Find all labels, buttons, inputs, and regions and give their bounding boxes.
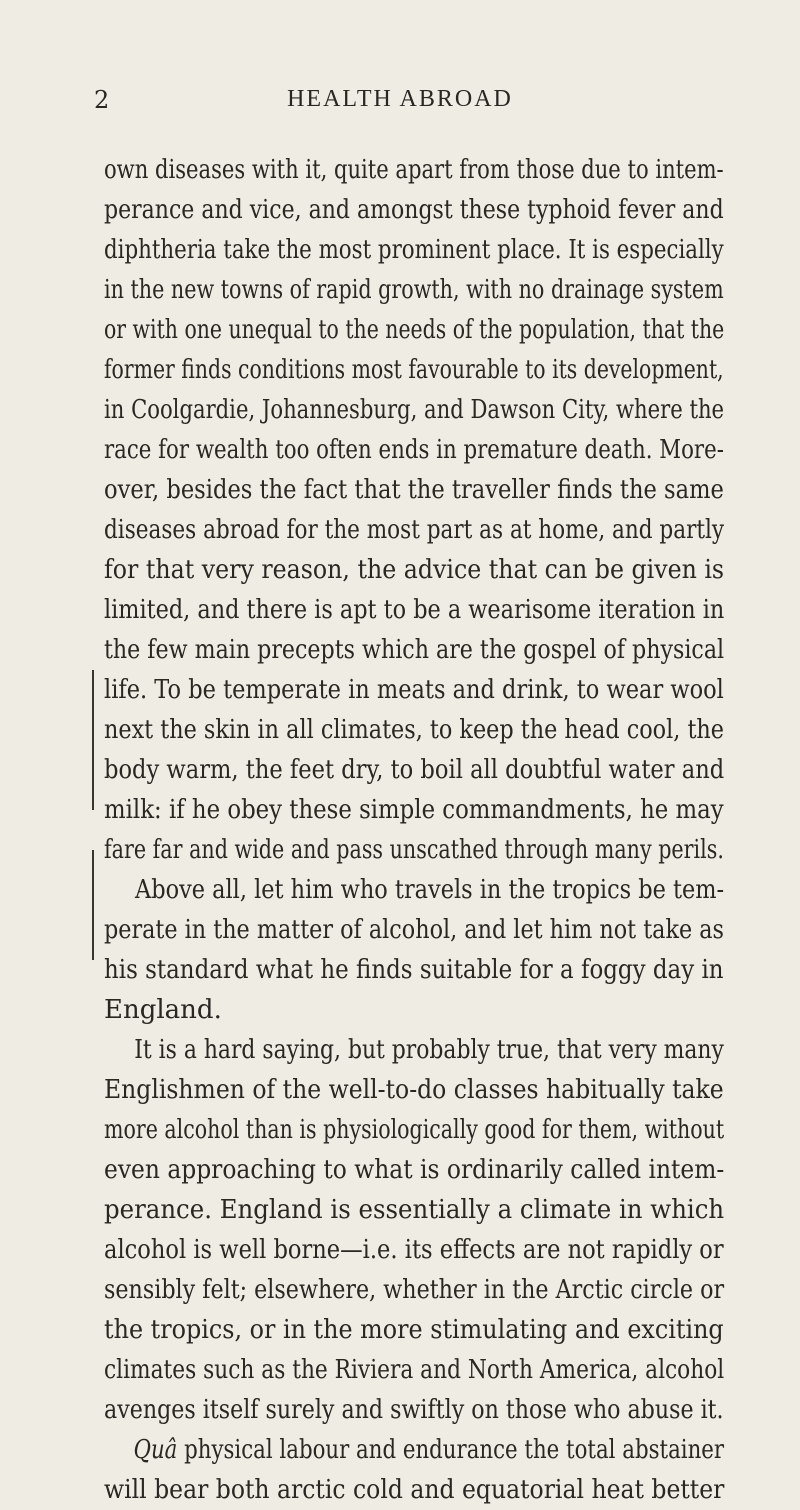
text-line: will bear both arctic cold and equatorial heat better — [104, 1475, 725, 1505]
text-line: sensibly felt; elsewhere, whether in the Arctic circle or — [104, 1275, 725, 1305]
text-line: in Coolgardie, Johannesburg, and Dawson City, where the — [104, 395, 725, 425]
text-line: climates such as the Riviera and North America, alcohol — [104, 1355, 725, 1385]
text-line: limited, and there is apt to be a wearisome iteration in — [104, 595, 725, 625]
text-line: his standard what he finds suitable for a foggy day in — [104, 955, 724, 985]
margin-rule-upper — [92, 670, 94, 810]
text-line: Englishmen of the well-to-do classes habitually take — [104, 1075, 724, 1105]
text-line: milk: if he obey these simple commandments, he may — [104, 795, 724, 825]
text-line: diseases abroad for the most part as at home, and partly — [104, 515, 725, 545]
text-line: alcohol is well borne—i.e. its effects are not rapidly or — [104, 1235, 724, 1265]
text-line: over, besides the fact that the traveller finds the same — [104, 475, 724, 505]
text-line: even approaching to what is ordinarily called intem- — [104, 1155, 725, 1185]
page-header — [0, 86, 800, 122]
body-text — [104, 150, 724, 1510]
running-head: HEALTH ABROAD — [287, 86, 513, 112]
text-line: for that very reason, the advice that can be given is — [104, 555, 725, 585]
text-line: race for wealth too often ends in premature death. More- — [104, 435, 724, 465]
text-line: the few main precepts which are the gospel of physical — [104, 635, 725, 665]
paragraph-start-line: It is a hard saying, but probably true, that very many — [134, 1035, 724, 1065]
margin-rule-lower — [92, 850, 94, 960]
text-line: avenges itself surely and swiftly on those who abuse it. — [104, 1395, 724, 1425]
paragraph-start-line — [104, 1430, 753, 1470]
text-line: perance and vice, and amongst these typhoid fever and — [104, 195, 724, 225]
text-line: England. — [104, 995, 222, 1025]
paragraph-start-line: Above all, let him who travels in the tropics be tem- — [135, 875, 725, 905]
text-span: physical labour and endurance the total abstainer — [177, 1435, 725, 1465]
text-line: the tropics, or in the more stimulating and exciting — [104, 1315, 724, 1345]
text-line: life. To be temperate in meats and drink, to wear wool — [104, 675, 724, 705]
text-line: in the new towns of rapid growth, with no drainage system — [104, 275, 724, 305]
text-line: body warm, the feet dry, to boil all doubtful water and — [104, 755, 725, 785]
text-line: perate in the matter of alcohol, and let him not take as — [104, 915, 725, 945]
text-line: perance. England is essentially a climate in which — [104, 1195, 725, 1225]
text-line: own diseases with it, quite apart from those due to intem- — [104, 155, 724, 185]
text-line: next the skin in all climates, to keep the head cool, the — [104, 715, 725, 745]
page-number: 2 — [94, 86, 111, 114]
text-line: diphtheria take the most prominent place. It is especially — [104, 235, 724, 265]
text-line: or with one unequal to the needs of the population, that the — [104, 315, 725, 345]
italic-word: Quâ — [133, 1435, 178, 1465]
text-line: fare far and wide and pass unscathed through many perils. — [104, 835, 724, 865]
text-line: former finds conditions most favourable to its development, — [104, 355, 724, 385]
text-line: more alcohol than is physiologically good for them, without — [104, 1115, 725, 1145]
